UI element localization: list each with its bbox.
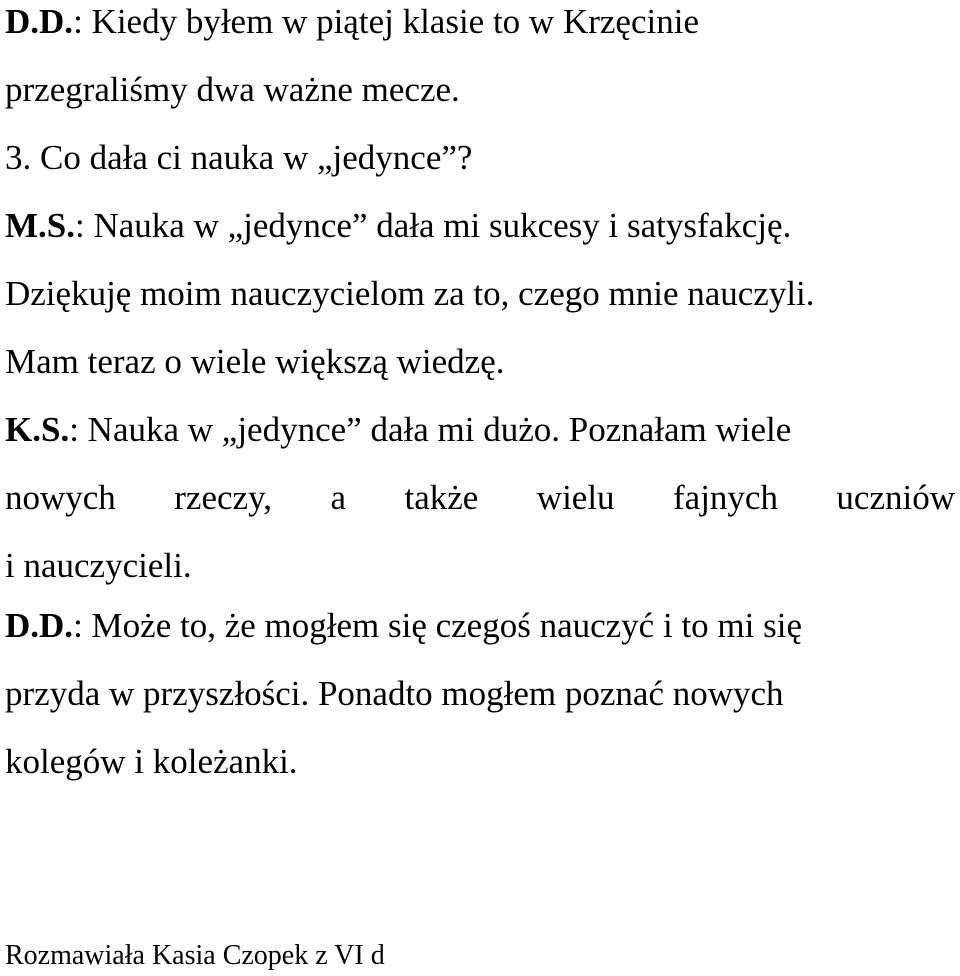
answer-ks-line-1: K.S.: Nauka w „jedynce” dała mi dużo. Poznałam wiele [5,410,792,449]
speaker-label: D.D. [5,2,74,41]
author-credit: Rozmawiała Kasia Czopek z VI d [5,940,385,971]
answer-dd2-line-2: przyda w przyszłości. Ponadto mogłem poznać nowych [5,674,784,713]
answer-dd-text-1: D.D.: Kiedy byłem w piątej klasie to w Krzęcinie [5,2,699,41]
answer-dd-line-1 [5,0,955,44]
answer-dd2-line-1: D.D.: Może to, że mogłem się czegoś nauczyć i to mi się [5,606,802,645]
answer-ks-line-3: i nauczycieli. [5,546,192,585]
answer-ks-line-2: nowych rzeczy, a także wielu fajnych uczniów [5,478,955,517]
answer-ms-line-3: Mam teraz o wiele większą wiedzę. [5,342,505,381]
speaker-label: K.S. [5,410,70,449]
answer-ms-line-2: Dziękuję moim nauczycielom za to, czego mnie nauczyli. [5,274,815,313]
speaker-label: D.D. [5,606,74,645]
answer-dd2-line-3: kolegów i koleżanki. [5,742,298,781]
answer-ms-line-1: M.S.: Nauka w „jedynce” dała mi sukcesy i satysfakcję. [5,206,792,245]
answer-dd-line-2: przegraliśmy dwa ważne mecze. [5,70,460,109]
speaker-label: M.S. [5,206,75,245]
question-3: 3. Co dała ci nauka w „jedynce”? [5,138,473,177]
